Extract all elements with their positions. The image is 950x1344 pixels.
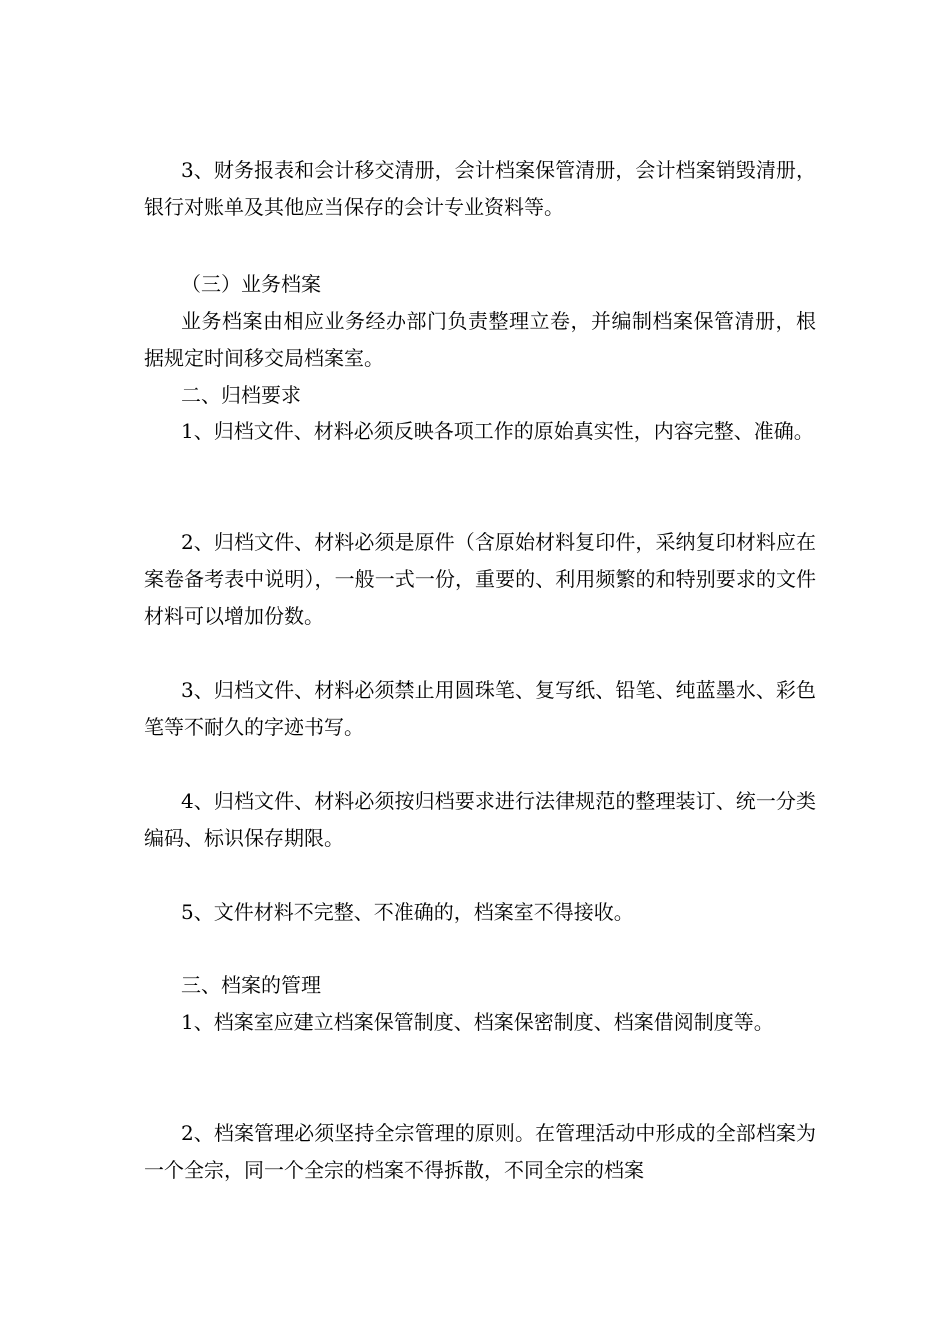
section-heading-business-archives: （三）业务档案 bbox=[181, 272, 321, 296]
paragraph-requirement-1: 1、归档文件、材料必须反映各项工作的原始真实性，内容完整、准确。 bbox=[181, 419, 814, 443]
paragraph-requirement-2: 2、归档文件、材料必须是原件（含原始材料复印件，采纳复印材料应在案卷备考表中说明），一般一式一份，重要的、利用频繁的和特别要求的文件材料可以增加份数。 bbox=[144, 530, 816, 628]
paragraph-requirement-4: 4、归档文件、材料必须按归档要求进行法律规范的整理装订、统一分类编码、标识保存期限。 bbox=[144, 789, 816, 850]
paragraph-management-1: 1、档案室应建立档案保管制度、档案保密制度、档案借阅制度等。 bbox=[181, 1010, 774, 1034]
paragraph-requirement-3: 3、归档文件、材料必须禁止用圆珠笔、复写纸、铅笔、纯蓝墨水、彩色笔等不耐久的字迹书写。 bbox=[144, 678, 816, 739]
paragraph-business-archives: 业务档案由相应业务经办部门负责整理立卷，并编制档案保管清册，根据规定时间移交局档案室。 bbox=[144, 309, 816, 370]
section-heading-filing-requirements: 二、归档要求 bbox=[181, 383, 301, 407]
paragraph-management-2: 2、档案管理必须坚持全宗管理的原则。在管理活动中形成的全部档案为一个全宗，同一个全宗的档案不得拆散，不同全宗的档案 bbox=[144, 1121, 816, 1182]
paragraph-accounting-item-3: 3、财务报表和会计移交清册，会计档案保管清册，会计档案销毁清册，银行对账单及其他应当保存的会计专业资料等。 bbox=[144, 158, 816, 219]
paragraph-requirement-5: 5、文件材料不完整、不准确的，档案室不得接收。 bbox=[181, 900, 634, 924]
section-heading-archive-management: 三、档案的管理 bbox=[181, 973, 321, 997]
